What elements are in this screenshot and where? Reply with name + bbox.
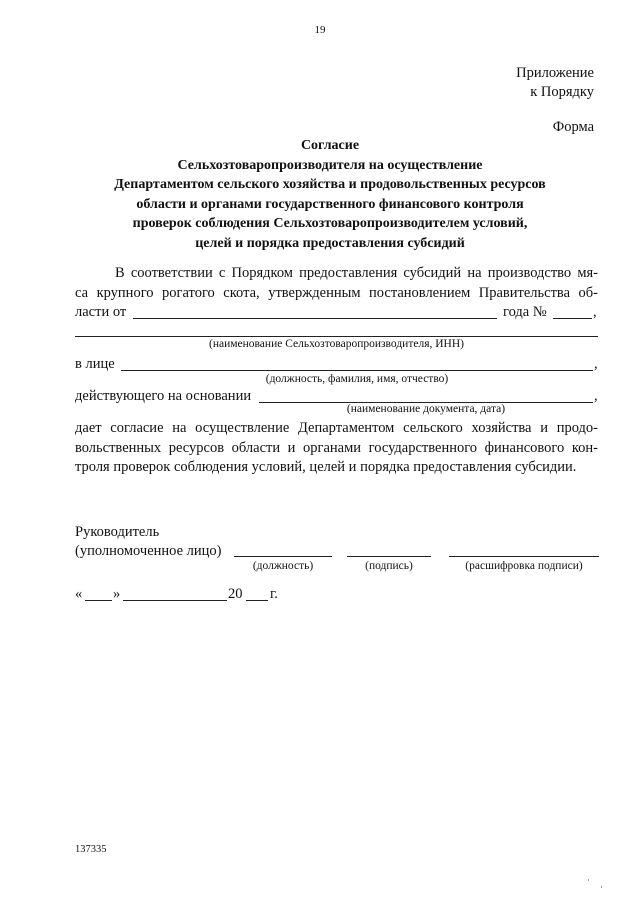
page-number: 19: [314, 24, 326, 36]
title-line-4: области и органами государственного финансового контроля: [136, 196, 524, 212]
authorized-person-label: (уполномоченное лицо): [75, 543, 222, 559]
position-caption: (должность): [252, 560, 314, 572]
paragraph-1-line-2: са крупного рогатого скота, утвержденным постановлением Правительства об-: [75, 285, 598, 301]
signatory-head-label: Руководитель: [75, 524, 160, 540]
paragraph-2-line-1: дает согласие на осуществление Департаментом сельского хозяйства и продо-: [75, 420, 598, 436]
position-signature-field[interactable]: [234, 556, 332, 557]
date-year-suffix: г.: [270, 586, 278, 602]
punctuation-comma: ,: [593, 304, 597, 320]
resolution-date-field[interactable]: [133, 318, 497, 319]
date-open-quote: «: [75, 586, 83, 602]
signature-field[interactable]: [347, 556, 431, 557]
date-close-quote: »: [113, 586, 121, 602]
date-year-field[interactable]: [246, 600, 268, 601]
signature-decode-caption: (расшифровка подписи): [465, 560, 583, 572]
scan-speck: [601, 886, 602, 888]
punctuation-comma: ,: [594, 356, 598, 372]
appendix-line-2: к Порядку: [530, 84, 594, 100]
producer-name-field[interactable]: [75, 336, 598, 337]
appendix-line-1: Приложение: [516, 65, 594, 81]
paragraph-2-line-3: троля проверок соблюдения условий, целей и порядка предоставления субсидии.: [75, 459, 577, 475]
scan-speck: [588, 879, 589, 881]
punctuation-comma: ,: [594, 388, 598, 404]
acting-basis-label: действующего на основании: [75, 388, 252, 404]
signature-decode-field[interactable]: [449, 556, 599, 557]
title-line-1: Согласие: [300, 138, 360, 153]
date-month-field[interactable]: [123, 600, 227, 601]
form-label: Форма: [552, 119, 594, 135]
representative-field[interactable]: [121, 370, 593, 371]
signature-caption: (подпись): [365, 560, 413, 572]
in-person-label: в лице: [75, 356, 115, 372]
title-line-5: проверок соблюдения Сельхозтоваропроизводителем условий,: [132, 216, 528, 231]
title-line-6: целей и порядка предоставления субсидий: [195, 235, 465, 251]
producer-caption: (наименование Сельхозтоваропроизводителя, ИНН): [209, 338, 464, 350]
basis-document-caption: (наименование документа, дата): [346, 403, 506, 415]
paragraph-1-line-1: В соответствии с Порядком предоставления субсидий на производство мя-: [115, 265, 598, 281]
appendix-label: [470, 64, 594, 102]
footer-code: 137335: [75, 844, 107, 855]
title-line-2: Сельхозтоваропроизводителя на осуществление: [177, 157, 483, 173]
representative-caption: (должность, фамилия, имя, отчество): [265, 373, 449, 385]
document-title: [60, 136, 600, 253]
title-line-3: Департаментом сельского хозяйства и продовольственных ресурсов: [114, 177, 546, 192]
resolution-date-label: ласти от: [75, 304, 127, 320]
date-day-field[interactable]: [85, 600, 112, 601]
date-year-prefix: 20: [228, 586, 243, 602]
paragraph-2-line-2: вольственных ресурсов области и органами государственного финансового кон-: [75, 440, 598, 456]
resolution-number-field[interactable]: [553, 318, 592, 319]
resolution-number-label: года №: [503, 304, 547, 320]
